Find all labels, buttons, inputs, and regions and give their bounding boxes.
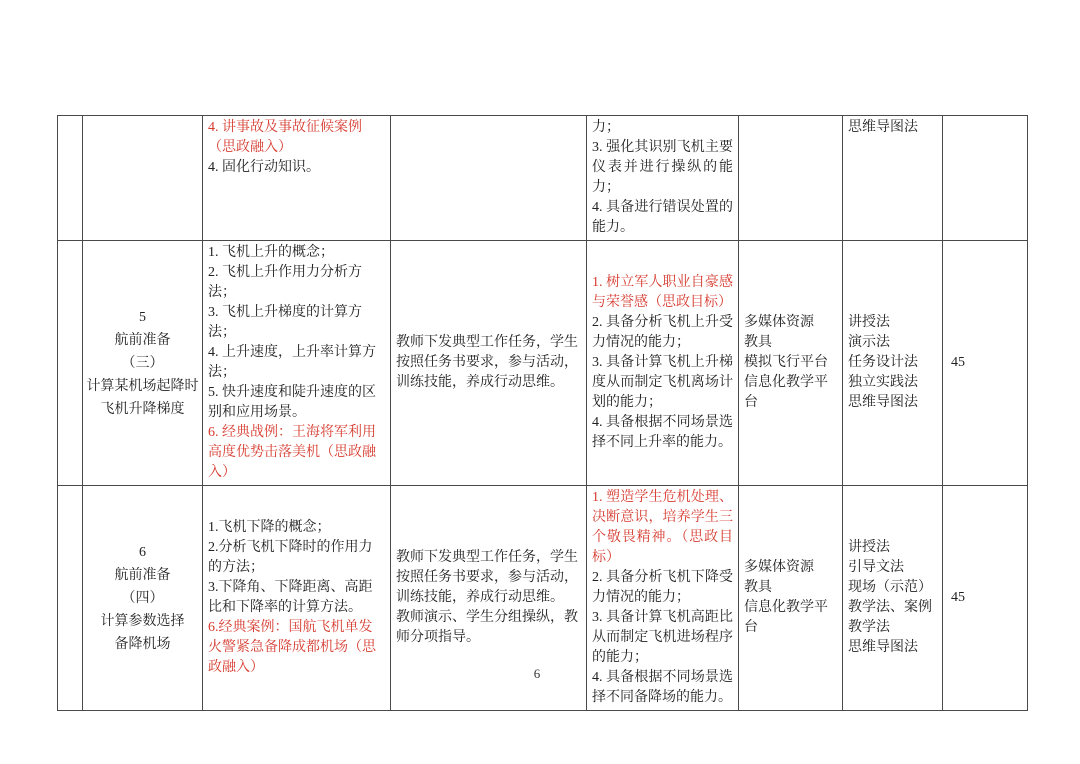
cell-content — [203, 116, 391, 241]
text-line: 信息化教学平台 — [744, 375, 828, 410]
lesson-plan-table — [57, 115, 1028, 711]
text-line: 6.经典案例：国航飞机单发火警紧急备降成都机场（思政融入） — [208, 620, 376, 675]
page-number: 6 — [533, 666, 541, 681]
text-line: 2. 具备分析飞机上升受力情况的能力； — [592, 315, 733, 350]
text-line: 航前准备 — [114, 332, 171, 348]
text-line: （四） — [121, 590, 164, 606]
table-row — [58, 241, 1028, 486]
text-line: 6. 经典战例：王海将军利用高度优势击落美机（思政融入） — [208, 425, 376, 480]
text-line: 1. 树立军人职业自豪感与荣誉感（思政目标） — [592, 275, 733, 310]
text-line: 多媒体资源 — [744, 560, 814, 575]
text-line: 5. 快升速度和陡升速度的区别和应用场景。 — [208, 385, 376, 420]
text-line: 2.分析飞机下降时的作用力的方法； — [208, 540, 373, 575]
text-line: 3. 强化其识别飞机主要仪表并进行操纵的能力； — [592, 140, 733, 195]
text-line: 思维导图法 — [848, 640, 918, 655]
text-line: 1. 塑造学生危机处理、决断意识，培养学生三个敬畏精神。（思政目标） — [592, 490, 733, 565]
cell-index — [58, 116, 83, 241]
text-line: 4. 具备进行错误处置的能力。 — [592, 200, 733, 235]
cell-methods — [843, 116, 943, 241]
text-line: 讲授法 — [848, 540, 890, 555]
text-line: 备降机场 — [114, 636, 171, 652]
text-line: 计算某机场起降时 — [86, 378, 199, 394]
text-line: 信息化教学平台 — [744, 600, 828, 635]
text-line: 4. 上升速度，上升率计算方法； — [208, 345, 376, 380]
text-line: 教师下发典型工作任务，学生按照任务书要求，参与活动，训练技能，养成行动思维。 — [396, 335, 578, 390]
text-line: 4. 具备根据不同场景选择不同备降场的能力。 — [592, 670, 733, 705]
cell-content — [203, 241, 391, 486]
cell-index — [58, 241, 83, 486]
cell-implementation — [391, 116, 587, 241]
text-line: 5 — [139, 309, 146, 325]
cell-objectives — [587, 116, 739, 241]
cell-hours: 45 — [943, 486, 1028, 711]
text-line: 1.飞机下降的概念； — [208, 520, 331, 535]
text-line: 讲授法 — [848, 315, 890, 330]
text-line: 3. 飞机上升梯度的计算方法； — [208, 305, 362, 340]
cell-unit — [83, 241, 203, 486]
table-row — [58, 116, 1028, 241]
text-line: 教师演示、学生分组操纵，教师分项指导。 — [396, 610, 578, 645]
text-line: 2. 具备分析飞机下降受力情况的能力； — [592, 570, 733, 605]
text-line: 2. 飞机上升作用力分析方法； — [208, 265, 362, 300]
text-line: 独立实践法 — [848, 375, 918, 390]
text-line: 教具 — [744, 335, 772, 350]
cell-implementation — [391, 241, 587, 486]
cell-methods — [843, 241, 943, 486]
text-line: 4. 具备根据不同场景选择不同上升率的能力。 — [592, 415, 733, 450]
cell-resources — [739, 116, 843, 241]
text-line: 思维导图法 — [848, 395, 918, 410]
text-line: 1. 飞机上升的概念； — [208, 245, 334, 260]
cell-objectives — [587, 241, 739, 486]
text-line: 引导文法 — [848, 560, 904, 575]
text-line: 3. 具备计算飞机上升梯度从而制定飞机离场计划的能力； — [592, 355, 733, 410]
cell-unit — [83, 116, 203, 241]
text-line: 4. 固化行动知识。 — [208, 160, 320, 175]
cell-hours — [943, 116, 1028, 241]
text-line: 4. 讲事故及事故征候案例（思政融入） — [208, 120, 362, 155]
text-line: 任务设计法 — [848, 355, 918, 370]
cell-hours: 45 — [943, 241, 1028, 486]
text-line: 多媒体资源 — [744, 315, 814, 330]
text-line: 教师下发典型工作任务，学生按照任务书要求，参与活动，训练技能，养成行动思维。 — [396, 550, 578, 605]
text-line: 3. 具备计算飞机高距比从而制定飞机进场程序的能力； — [592, 610, 733, 665]
text-line: 3.下降角、下降距离、高距比和下降率的计算方法。 — [208, 580, 373, 615]
text-line: 模拟飞行平台 — [744, 355, 828, 370]
text-line: 计算参数选择 — [100, 613, 185, 629]
text-line: 力； — [592, 120, 620, 135]
cell-resources — [739, 241, 843, 486]
text-line: 航前准备 — [114, 567, 171, 583]
text-line: 现场（示范）教学法、案例教学法 — [848, 580, 932, 635]
text-line: 飞机升降梯度 — [100, 401, 185, 417]
text-line: 演示法 — [848, 335, 890, 350]
text-line: 思维导图法 — [848, 120, 918, 135]
lesson-plan-table-body — [58, 116, 1028, 711]
text-line: 6 — [139, 544, 146, 560]
text-line: （三） — [121, 355, 164, 371]
text-line: 教具 — [744, 580, 772, 595]
